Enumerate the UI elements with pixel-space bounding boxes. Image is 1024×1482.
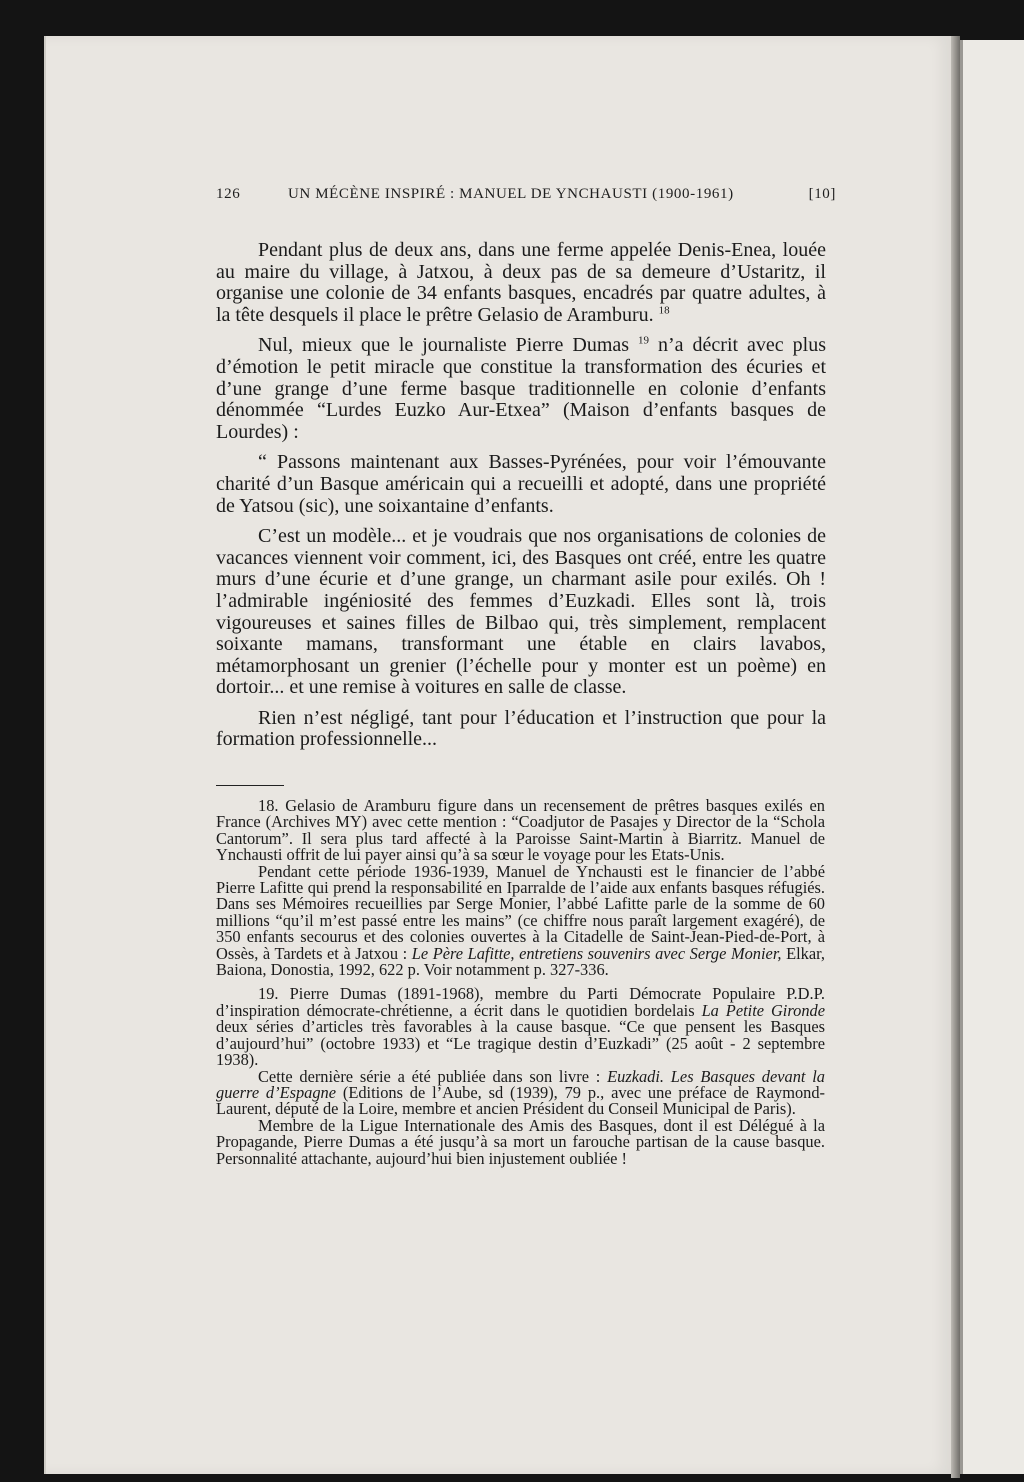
footnote-ref: 18 xyxy=(658,304,670,317)
quote-paragraph: Rien n’est négligé, tant pour l’éducation et l’instruction que pour la formation professionnelle... xyxy=(216,706,826,751)
footnote-18: 18. Gelasio de Aramburu figure dans un recensement de prêtres basques exilés en France (Archives MY) avec cette mention : “Coadjutor de Pasajes y Director de la “Schola Cantorum”. Il sera plus tard affecté à la Paroisse Saint-Martin à Biarritz. Manuel de Ynchausti offrit de lui payer ainsi qu’à sa sœur le voyage pour les Etats-Unis. xyxy=(216,796,825,865)
footnote-19-continued: Cette dernière série a été publiée dans son livre : Euzkadi. Les Basques devant la guerre d’Espagne (Editions de l’Aube, sd (1939), 79 p., avec une préface de Raymond-Laurent, député de la Loire, membre et ancien Président du Conseil Municipal de Paris). xyxy=(216,1066,825,1119)
footnote-separator xyxy=(216,785,284,786)
main-text xyxy=(216,240,826,760)
footnote-18-continued: Pendant cette période 1936-1939, Manuel de Ynchausti est le financier de l’abbé Pierre Lafitte qui prend la responsabilité en Iparralde de l’aide aux enfants basques réfugiés. Dans ses Mémoires recueillies par Serge Monier, l’abbé Lafitte parle de la somme de 60 millions “qu’il m’est passé entre les mains” (ce chiffre nous paraît largement exagéré), de 350 enfants secourus et des colonies ouvertes à la Citadelle de Saint-Jean-Pied-de-Port, à Ossès, à Tardets et à Jatxou : Le Père Lafitte, entretiens souvenirs avec Serge Monier, Elkar, Baiona, Donostia, 1992, 622 p. Voir notamment p. 327-336. xyxy=(216,861,825,980)
book-gutter xyxy=(951,36,960,1478)
facing-page xyxy=(960,40,1024,1474)
footnotes xyxy=(216,798,825,1167)
quote-paragraph: “ Passons maintenant aux Basses-Pyrénées, pour voir l’émouvante charité d’un Basque américain qui a recueilli et adopté, dans une propriété de Yatsou (sic), une soixantaine d’enfants. xyxy=(216,451,826,517)
paragraph: Nul, mieux que le journaliste Pierre Dumas $^{19}$ n’a décrit avec plus d’émotion le petit miracle que constitue la transformation des écuries et d’une grange d’une ferme basque traditionnelle en colonie d’enfants dénommée “Lurdes Euzko Aur-Etxea” (Maison d’enfants basques de Lourdes) : xyxy=(216,334,826,443)
paragraph: Pendant plus de deux ans, dans une ferme appelée Denis-Enea, louée au maire du village, à Jatxou, à deux pas de sa demeure d’Ustaritz, il organise une colonie de 34 enfants basques, encadrés par quatre adultes, à la tête desquels il place le prêtre Gelasio de Aramburu. $^{18}$ xyxy=(216,239,826,326)
quote-paragraph: C’est un modèle... et je voudrais que nos organisations de colonies de vacances viennent voir comment, ici, des Basques ont créé, entre les quatre murs d’une écurie et d’une grange, un charmant asile pour exilés. Oh ! l’admirable ingéniosité des femmes d’Euzkadi. Elles sont là, trois vigoureuses et saines filles de Bilbao qui, très simplement, remplacent soixante mamans, transformant une étable en clairs lavabos, métamorphosant un grenier (l’échelle pour y monter est un poème) en dortoir... et une remise à voitures en salle de classe. xyxy=(216,525,826,699)
running-title: UN MÉCÈNE INSPIRÉ : MANUEL DE YNCHAUSTI (1900-1961) xyxy=(288,186,734,202)
footnote-19: 19. Pierre Dumas (1891-1968), membre du Parti Démocrate Populaire P.D.P. d’inspiration démocrate-chrétienne, a écrit dans le quotidien bordelais La Petite Gironde deux séries d’articles très favorables à la cause basque. “Ce que pensent les Basques d’aujourd’hui” (octobre 1933) et “Le tragique destin d’Euzkadi” (25 août - 2 septembre 1938). xyxy=(216,984,825,1070)
footnote-19-continued: Membre de la Ligue Internationale des Amis des Basques, dont il est Délégué à la Propagande, Pierre Dumas a été jusqu’à sa mort un farouche partisan de la cause basque. Personnalité attachante, aujourd’hui bien injustement oubliée ! xyxy=(216,1115,825,1168)
page-number: 126 xyxy=(216,186,241,202)
footnote-ref: 19 xyxy=(638,334,650,347)
section-number: [10] xyxy=(808,186,836,202)
